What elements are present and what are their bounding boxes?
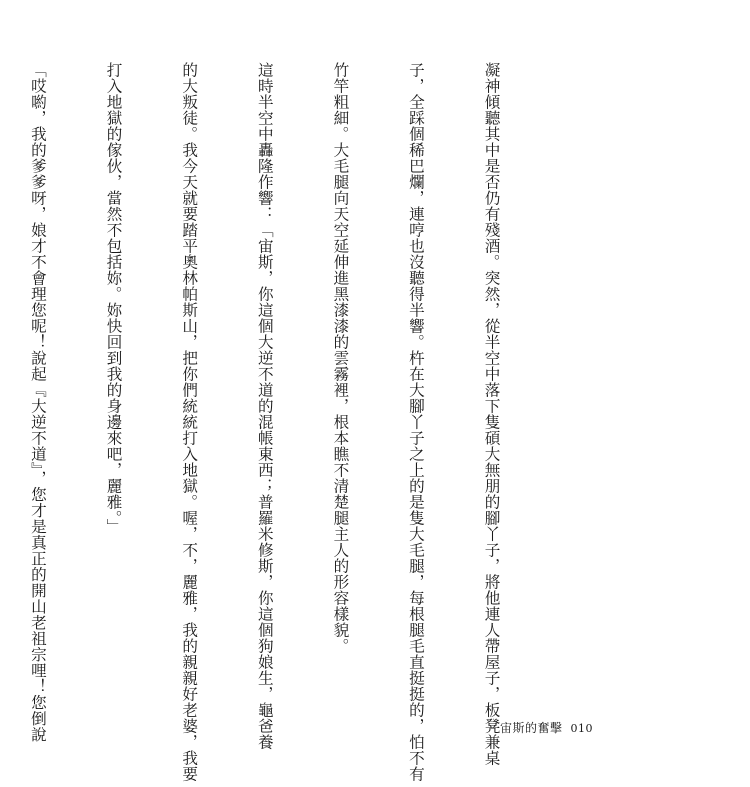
text-column: 這時半空中轟隆作響：「宙斯，你這個大逆不道的混帳東西；普羅米修斯，你這個狗娘生，龜爸養 xyxy=(255,62,274,750)
running-title: 宙斯的奮擊 xyxy=(500,721,563,735)
text-column: 子，全踩個稀巴爛，連哼也沒聽得半響。杵在大腳丫子之上的是隻大毛腿，每根腿毛直挺挺的，怕不有 xyxy=(406,62,425,782)
text-column: 的大叛徒。我今天就要踏平奧林帕斯山，把你們統統打入地獄。喔，不，麗雅，我的親親好老婆，我要 xyxy=(180,62,199,782)
page-number: 010 xyxy=(570,722,594,735)
text-column: 打入地獄的傢伙，當然不包括妳。妳快回到我的身邊來吧，麗雅。」 xyxy=(104,62,123,535)
text-column: 竹竿粗細。大毛腿向天空延伸進黑漆漆的雲霧裡，根本瞧不清楚腿主人的形容樣貌。 xyxy=(331,62,350,654)
text-column: 「哎喲，我的爹爹呀，娘才不會理您呢！說起『大逆不道』，您才是真正的開山老祖宗哩！您倒說 xyxy=(28,62,47,743)
page-footer xyxy=(500,719,593,736)
text-column: 凝神傾聽其中是否仍有殘酒。突然，從半空中落下隻碩大無朋的腳丫子，將他連人帶屋子，板凳兼桌 xyxy=(482,62,501,766)
